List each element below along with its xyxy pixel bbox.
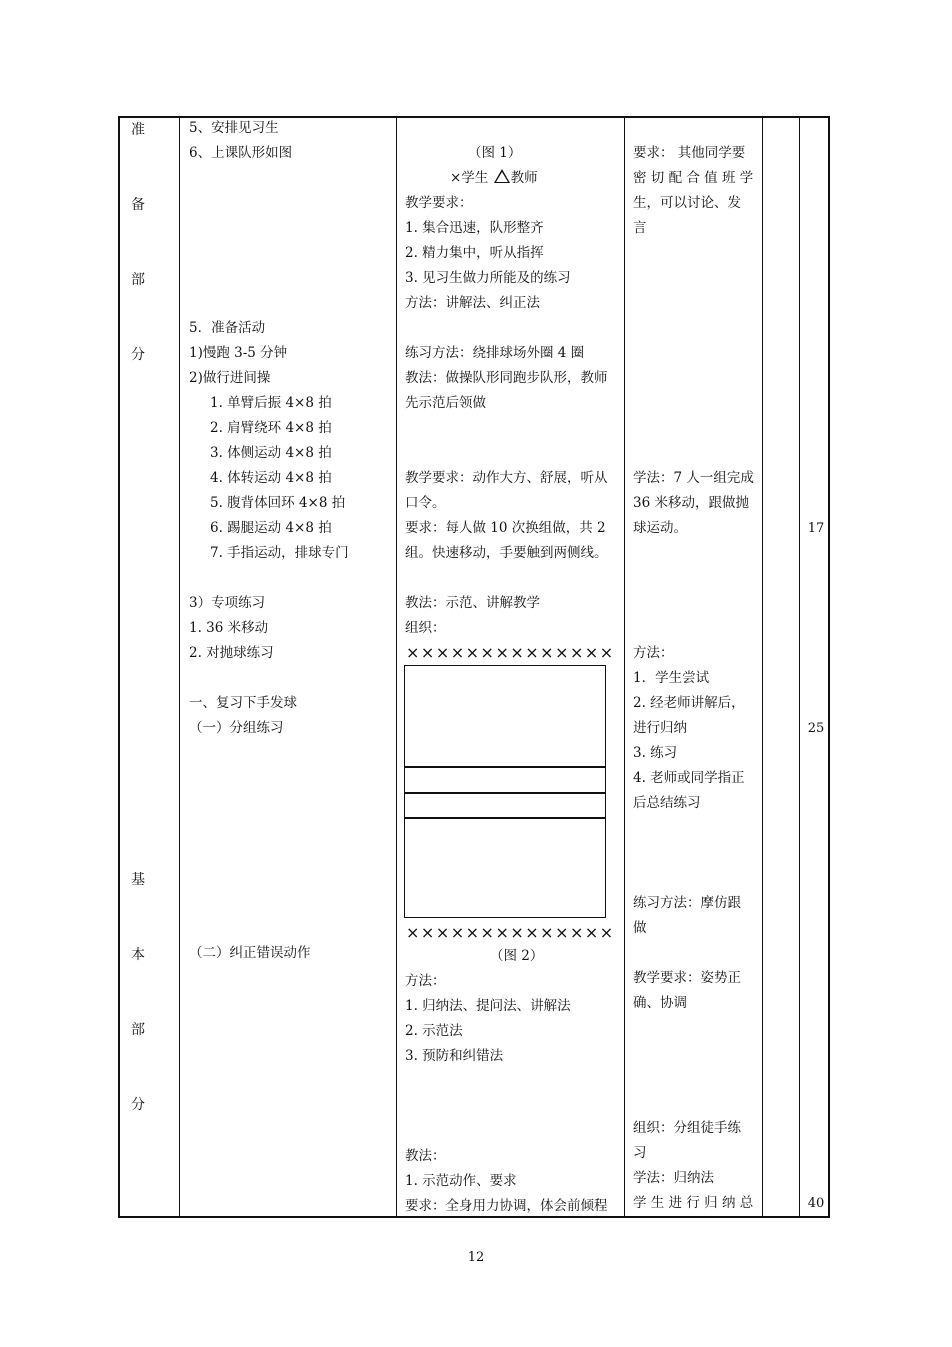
page-number: 12	[467, 1250, 485, 1265]
content-line: 5、安排见习生	[189, 120, 279, 136]
content-line: 2. 肩臂绕环 4×8 拍	[210, 420, 332, 436]
content-line: 一、复习下手发球	[189, 695, 297, 711]
content-line: 6、上课队形如图	[189, 145, 293, 161]
content-line: 做	[633, 920, 647, 936]
triangle-icon	[494, 169, 510, 183]
content-line: 4. 体转运动 4×8 拍	[210, 470, 332, 486]
content-line: 要求： 其他同学要	[633, 145, 746, 161]
figure-legend	[450, 166, 538, 191]
content-line: 要求：全身用力协调，体会前倾程	[405, 1198, 608, 1214]
content-line: 进行归纳	[633, 720, 687, 736]
content-line: 7. 手指运动，排球专门	[210, 545, 349, 561]
content-line: 口令。	[405, 495, 446, 511]
content-line: 学 生 进 行 归 纳 总	[633, 1195, 754, 1211]
time-value: 17	[807, 521, 825, 536]
content-line: 教学要求：	[405, 195, 473, 211]
content-line: 3. 预防和纠错法	[405, 1048, 504, 1064]
time-value: 25	[807, 721, 825, 736]
content-line: 组。快速移动，手要触到两侧线。	[405, 545, 608, 561]
content-line: 教学要求：动作大方、舒展，听从	[405, 470, 608, 486]
content-line: 1．学生尝试	[633, 670, 710, 686]
legend-student: ×学生	[450, 170, 489, 186]
content-line: 教法：做操队形同跑步队形，教师	[405, 370, 608, 386]
content-line: 2. 对抛球练习	[189, 645, 274, 661]
section-char: 部	[131, 1022, 145, 1038]
content-line: 练习方法：绕排球场外圈 4 圈	[405, 345, 585, 361]
content-line: 2. 示范法	[405, 1023, 463, 1039]
volleyball-court-diagram	[404, 665, 606, 918]
content-line: 36 米移动，跟做抛	[633, 495, 749, 511]
content-line: 教法：示范、讲解教学	[405, 595, 540, 611]
content-line: 1)慢跑 3-5 分钟	[189, 345, 288, 361]
content-line: 3. 体侧运动 4×8 拍	[210, 445, 332, 461]
column-divider	[762, 116, 763, 1218]
content-line: 练习方法：摩仿跟	[633, 895, 741, 911]
content-line: 方法：	[405, 973, 446, 989]
section-char: 分	[131, 1097, 145, 1113]
content-line: 后总结练习	[633, 795, 701, 811]
column-divider	[179, 116, 180, 1218]
section-char: 分	[131, 347, 145, 363]
content-line: 1. 示范动作、要求	[405, 1173, 517, 1189]
content-line: 3）专项练习	[189, 595, 266, 611]
content-line: 方法：	[633, 645, 674, 661]
content-line: 先示范后领做	[405, 395, 486, 411]
content-line: 学法：7 人一组完成	[633, 470, 754, 486]
content-line: 5．准备活动	[189, 320, 266, 336]
section-char: 本	[131, 947, 145, 963]
content-line: 1. 集合迅速，队形整齐	[405, 220, 544, 236]
court-line	[405, 766, 605, 768]
section-char: 备	[131, 197, 145, 213]
content-line: 组织：	[405, 620, 446, 636]
content-line: 教法：	[405, 1148, 446, 1164]
column-divider	[624, 116, 625, 1218]
student-row-bottom: ××××××××××××××	[406, 923, 615, 942]
content-line: 球运动。	[633, 520, 687, 536]
content-line: 言	[633, 220, 647, 236]
section-char: 基	[131, 872, 145, 888]
content-line: （一）分组练习	[189, 720, 284, 736]
time-value: 40	[807, 1196, 825, 1211]
section-char: 准	[131, 122, 145, 138]
content-line: （二）纠正错误动作	[189, 945, 311, 961]
student-row-top: ××××××××××××××	[406, 643, 615, 662]
content-line: 教学要求：姿势正	[633, 970, 741, 986]
court-line	[405, 817, 605, 819]
content-line: 6. 踢腿运动 4×8 拍	[210, 520, 332, 536]
content-line: 2)做行进间操	[189, 370, 271, 386]
column-divider	[799, 116, 800, 1218]
content-line: 密 切 配 合 值 班 学	[633, 170, 754, 186]
content-line: 2. 经老师讲解后，	[633, 695, 745, 711]
content-line: 1. 归纳法、提问法、讲解法	[405, 998, 571, 1014]
content-line: 生，可以讨论、发	[633, 195, 741, 211]
content-line: 习	[633, 1145, 647, 1161]
court-line	[405, 792, 605, 794]
legend-teacher: 教师	[510, 170, 538, 186]
content-line: 要求：每人做 10 次换组做，共 2	[405, 520, 606, 536]
content-line: 组织：分组徒手练	[633, 1120, 741, 1136]
content-line: 确、协调	[633, 995, 687, 1011]
section-char: 部	[131, 272, 145, 288]
content-line: 2. 精力集中，听从指挥	[405, 245, 544, 261]
column-divider	[396, 116, 397, 1218]
content-line: 3. 见习生做力所能及的练习	[405, 270, 571, 286]
content-line: 3. 练习	[633, 745, 678, 761]
content-line: 1. 单臂后振 4×8 拍	[210, 395, 332, 411]
content-line: 1. 36 米移动	[189, 620, 269, 636]
figure-caption: （图 1）	[468, 145, 522, 161]
content-line: 学法：归纳法	[633, 1170, 714, 1186]
content-line: 5. 腹背体回环 4×8 拍	[210, 495, 346, 511]
content-line: 方法：讲解法、纠正法	[405, 295, 540, 311]
figure-caption: （图 2）	[490, 948, 544, 964]
content-line: 4. 老师或同学指正	[633, 770, 745, 786]
